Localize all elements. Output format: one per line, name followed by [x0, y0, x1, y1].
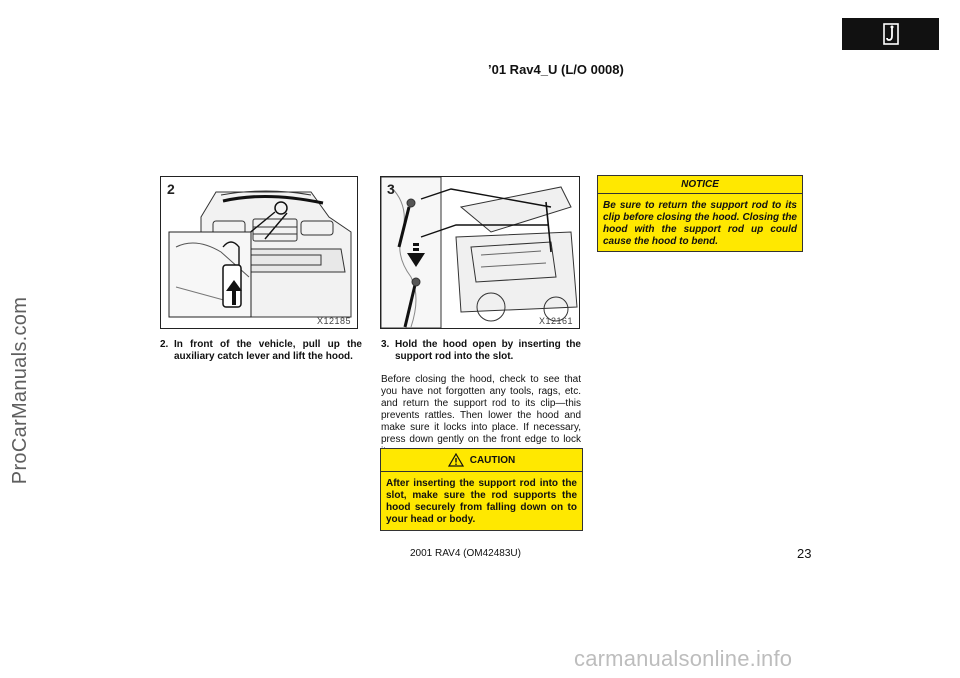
notice-title: NOTICE	[681, 179, 719, 190]
warning-triangle-icon	[448, 453, 464, 467]
notice-box	[597, 175, 803, 252]
step-3-number: 3.	[381, 339, 390, 350]
step-3-text: Hold the hood open by inserting the support rod into the slot.	[395, 339, 581, 362]
figure-2	[160, 176, 358, 329]
notice-header	[598, 176, 802, 194]
figure-2-number: 2	[167, 181, 175, 197]
figure-3-illustration	[381, 177, 579, 328]
notice-text: Be sure to return the support rod to its clip before closing the hood. Closing the hood with the support rod up could cause the hood to bend.	[603, 200, 797, 247]
step-2-number: 2.	[160, 339, 169, 350]
figure-3-number: 3	[387, 181, 395, 197]
hood-release-icon	[881, 22, 901, 46]
figure-2-code: X12185	[316, 316, 351, 326]
bottom-watermark: carmanualsonline.info	[574, 646, 793, 671]
step-2-text: In front of the vehicle, pull up the auxiliary catch lever and lift the hood.	[174, 339, 362, 362]
figure-2-illustration	[161, 177, 357, 328]
footer-code: 2001 RAV4 (OM42483U)	[410, 548, 521, 559]
page-number: 23	[797, 546, 812, 561]
figure-3-code: X12161	[538, 316, 573, 326]
figure-3	[380, 176, 580, 329]
caution-title: CAUTION	[469, 454, 516, 466]
closing-instructions: Before closing the hood, check to see that you have not forgotten any tools, rags, etc. and return the support rod to its clip—this prevents rattles. Then lower the hood and make sure it locks into place. If necessary, press down gently on the front edge to lock	[381, 374, 581, 445]
step-3	[381, 339, 581, 363]
caution-header	[381, 449, 582, 472]
side-watermark-text: ProCarManuals.com	[9, 296, 32, 484]
section-tab	[842, 18, 939, 50]
caution-box	[380, 448, 583, 531]
side-watermark	[6, 190, 36, 590]
document-header: ’01 Rav4_U (L/O 0008)	[488, 62, 624, 77]
caution-text: After inserting the support rod into the slot, make sure the rod supports the hood securely from falling down on to your head or body.	[386, 478, 577, 525]
step-2	[160, 339, 362, 363]
